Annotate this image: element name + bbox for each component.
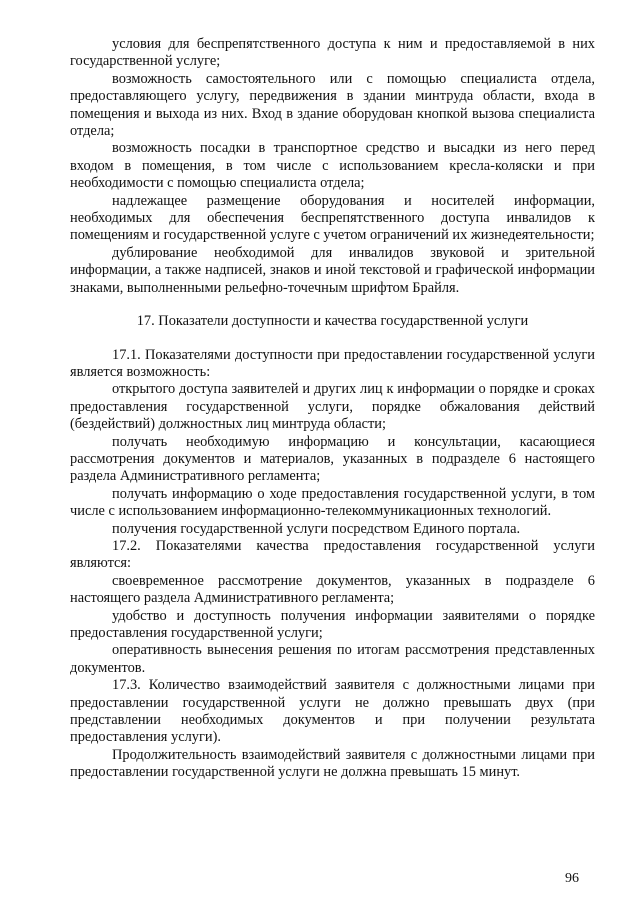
paragraph-independent-movement: возможность самостоятельного или с помощью специалиста отдела, предоставляющего услугу, передвижения в здании минтруда области, входа в помещения и выхода из них. Вход в здание оборудован кнопкой вызова специалиста отдела; (70, 70, 595, 140)
paragraph-duration: Продолжительность взаимодействий заявителя с должностными лицами при предоставлении государственной услуги не должна превышать 15 минут. (70, 746, 595, 781)
document-page (70, 36, 595, 782)
paragraph-braille-duplication: дублирование необходимой для инвалидов звуковой и зрительной информации, а также надписей, знаков и иной текстовой и графической информации знаками, выполненными рельефно-точечным шрифтом Брайля. (70, 244, 595, 296)
page-number: 96 (565, 871, 579, 886)
paragraph-progress-info: получать информацию о ходе предоставления государственной услуги, в том числе с использованием информационно-телекоммуникационных технологий. (70, 485, 595, 520)
paragraph-efficiency: оперативность вынесения решения по итогам рассмотрения представленных документов. (70, 642, 595, 676)
paragraph-access-conditions: условия для беспрепятственного доступа к ним и предоставляемой в них государственной услуге; (70, 36, 595, 70)
paragraph-17-3: 17.3. Количество взаимодействий заявителя с должностными лицами при предоставлении государственной услуги не должно превышать двух (при представлении необходимых документов и при получении результата предоставления услуги). (70, 677, 595, 746)
paragraph-unified-portal: получения государственной услуги посредством Единого портала. (112, 520, 521, 537)
paragraph-open-access: открытого доступа заявителей и других лиц к информации о порядке и сроках предоставления государственной услуги, порядке обжалования действий (бездействий) должностных лиц минтруда области; (70, 381, 595, 433)
paragraph-receive-consultations: получать необходимую информацию и консультации, касающиеся рассмотрения документов и материалов, указанных в подразделе 6 настоящего раздела Административного регламента; (70, 433, 595, 485)
paragraph-convenience: удобство и доступность получения информации заявителями о порядке предоставления государственной услуги; (70, 607, 595, 641)
paragraph-17-1: 17.1. Показателями доступности при предоставлении государственной услуги является возможность: (70, 346, 595, 380)
paragraph-equipment-placement: надлежащее размещение оборудования и носителей информации, необходимых для обеспечения беспрепятственного доступа инвалидов к помещениям и государственной услуге с учетом ограничений их жизнедеятельности; (70, 192, 595, 244)
paragraph-17-2: 17.2. Показателями качества предоставления государственной услуги являются: (70, 537, 595, 572)
paragraph-timely-review: своевременное рассмотрение документов, указанных в подразделе 6 настоящего раздела Административного регламента; (70, 572, 595, 607)
section-heading: 17. Показатели доступности и качества государственной услуги (136, 313, 529, 330)
paragraph-vehicle-boarding: возможность посадки в транспортное средство и высадки из него перед входом в помещения, в том числе с использованием кресла-коляски и при необходимости с помощью специалиста отдела; (70, 140, 595, 192)
